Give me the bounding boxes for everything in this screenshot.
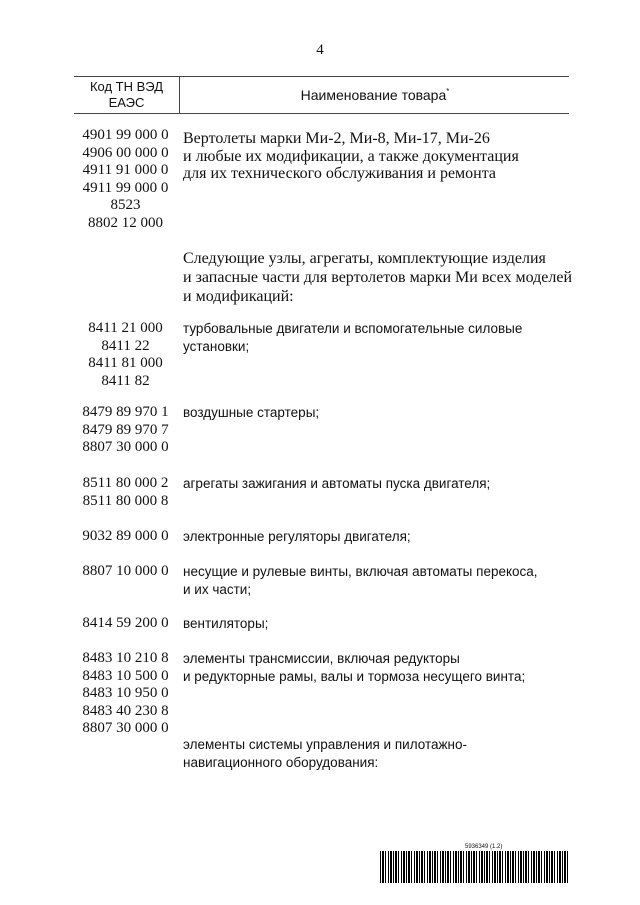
- code: 8411 21 000: [88, 320, 163, 336]
- code: 8802 12 000: [88, 214, 163, 231]
- row-description: турбовальные двигатели и вспомогательные силовые установки;: [183, 321, 523, 354]
- row-codes: [74, 475, 177, 510]
- code: 8483 10 210 8: [82, 650, 169, 666]
- code: 4911 99 000 0: [82, 179, 169, 196]
- code: 8807 30 000 0: [82, 439, 169, 455]
- code: 4911 91 000 0: [82, 162, 169, 178]
- row-description: агрегаты зажигания и автоматы пуска двигателя;: [183, 476, 491, 491]
- header-name-label: Наименование товара: [300, 87, 447, 103]
- row-codes: [74, 320, 177, 390]
- page-number: 4: [316, 42, 324, 58]
- code: 8511 80 000 2: [82, 475, 169, 491]
- table-row: [74, 528, 411, 546]
- row-description: Следующие узлы, агрегаты, комплектующие изделия и запасные части для вертолетов марки Ми всех моделей и модификаций:: [183, 250, 573, 305]
- code: 8523: [110, 197, 141, 213]
- row-codes: [74, 563, 177, 581]
- code: 4906 00 000 0: [82, 144, 169, 161]
- row-description: воздушные стартеры;: [183, 405, 320, 420]
- row-description: электронные регуляторы двигателя;: [183, 529, 411, 544]
- table-row: [74, 404, 320, 457]
- row-description: несущие и рулевые винты, включая автоматы перекоса, и их части;: [183, 564, 538, 597]
- table-row: [74, 475, 491, 510]
- code: 8479 89 970 7: [82, 421, 169, 438]
- code: 4901 99 000 0: [82, 127, 169, 143]
- row-codes: [74, 127, 177, 232]
- header-code-column: [74, 77, 180, 113]
- code: 8411 22: [101, 337, 150, 354]
- table-header: [74, 76, 569, 114]
- row-codes: [74, 404, 177, 457]
- row-codes: [74, 528, 177, 546]
- row-description: Вертолеты марки Ми-2, Ми-8, Ми-17, Ми-26 и любые их модификации, а также документация для их технического обслуживания и ремонта: [183, 130, 519, 182]
- table-row: [74, 563, 538, 597]
- header-code-line1: Код ТН ВЭД: [89, 79, 164, 94]
- table-row: [74, 320, 523, 390]
- code: 8411 82: [101, 372, 150, 389]
- code: 8483 10 500 0: [82, 667, 169, 684]
- row-codes: [74, 650, 177, 738]
- row-codes: [74, 615, 177, 633]
- footnote-mark: *: [446, 87, 450, 96]
- row-description: элементы системы управления и пилотажно- навигационного оборудования:: [183, 737, 467, 770]
- table-row: [74, 650, 526, 738]
- code: 8807 10 000 0: [82, 563, 169, 579]
- barcode-icon: [380, 851, 568, 883]
- code: 9032 89 000 0: [82, 528, 169, 544]
- code: 8483 40 230 8: [82, 702, 169, 719]
- row-description: элементы трансмиссии, включая редукторы и редукторные рамы, валы и тормоза несущего винта;: [183, 651, 526, 684]
- barcode-label: 5936349 (1.2): [465, 844, 503, 850]
- row-description: вентиляторы;: [183, 616, 269, 631]
- table-row: [74, 127, 519, 232]
- code: 8511 80 000 8: [82, 492, 169, 509]
- header-name-column: [181, 77, 569, 113]
- code: 8807 30 000 0: [82, 720, 169, 736]
- header-code-line2: ЕАЭС: [108, 95, 145, 110]
- code: 8411 81 000: [88, 355, 163, 371]
- code: 8483 10 950 0: [82, 685, 169, 701]
- code: 8479 89 970 1: [82, 404, 169, 420]
- code: 8414 59 200 0: [82, 615, 169, 631]
- table-row: [74, 615, 269, 633]
